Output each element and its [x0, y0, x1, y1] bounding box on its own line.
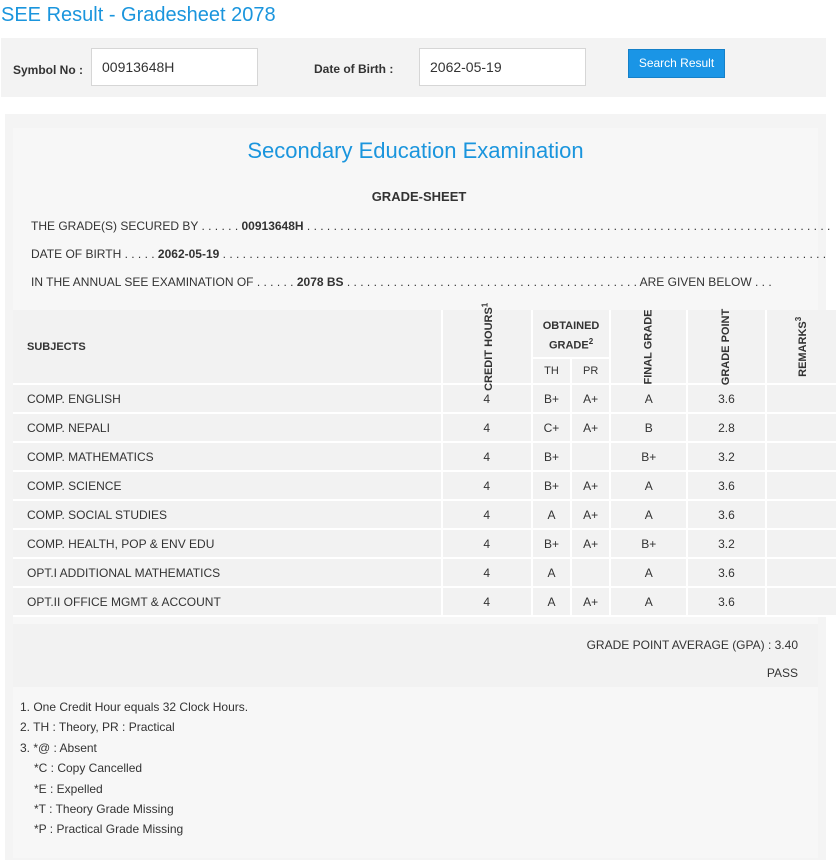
obtained-grade-header: OBTAINED GRADE$^2$	[532, 310, 610, 358]
dob-label: Date of Birth :	[314, 62, 394, 76]
grade-point-header: GRADE POINT	[687, 310, 765, 384]
subjects-header: SUBJECTS	[13, 310, 442, 384]
pr-cell: A+	[571, 471, 610, 500]
th-cell: A	[532, 500, 571, 529]
th-cell: A	[532, 558, 571, 587]
pr-cell: A+	[571, 587, 610, 616]
remarks-cell	[766, 529, 837, 558]
dots: . . . . . . . . . . . . . . . . . . . . . . . . . . . . . . . . . . . . . . . . . . . .	[346, 275, 640, 289]
final-grade-cell: A	[610, 500, 687, 529]
final-grade-cell: B	[610, 413, 687, 442]
grade-point-cell: 3.6	[687, 384, 765, 413]
notes	[20, 697, 248, 840]
dob-prefix: DATE OF BIRTH . . . . .	[31, 247, 155, 261]
credit-cell: 4	[442, 587, 532, 616]
grade-point-cell: 3.6	[687, 471, 765, 500]
final-grade-cell: A	[610, 587, 687, 616]
table-row	[13, 500, 837, 529]
subject-cell: COMP. SOCIAL STUDIES	[13, 500, 442, 529]
result-status: PASS	[766, 666, 798, 680]
exam-title: Secondary Education Examination	[247, 138, 584, 163]
page-title: SEE Result - Gradesheet 2078	[1, 4, 276, 26]
note-item: 1. One Credit Hour equals 32 Clock Hours.	[20, 700, 249, 714]
credit-cell: 4	[442, 384, 532, 413]
note-item: *C : Copy Cancelled	[34, 761, 143, 776]
remarks-cell	[766, 384, 837, 413]
gpa-text: GRADE POINT AVERAGE (GPA) : 3.40	[586, 638, 798, 652]
grade-point-cell: 3.6	[687, 558, 765, 587]
credit-cell: 4	[442, 413, 532, 442]
th-cell: B+	[532, 442, 571, 471]
remarks-cell	[766, 500, 837, 529]
remarks-cell	[766, 471, 837, 500]
th-cell: C+	[532, 413, 571, 442]
subject-cell: COMP. HEALTH, POP & ENV EDU	[13, 529, 442, 558]
secured-by-line	[31, 219, 831, 233]
secured-by-value: 00913648H	[241, 219, 304, 233]
dob-line	[31, 247, 827, 261]
grade-point-cell: 3.6	[687, 500, 765, 529]
table-row	[13, 413, 837, 442]
pr-cell: A+	[571, 384, 610, 413]
secured-by-prefix: THE GRADE(S) SECURED BY . . . . . .	[31, 219, 239, 233]
dots: . . . . . . . . . . . . . . . . . . . . . . . . . . . . . . . . . . . . . . . . . . . . . . . . . . . . . . . . . . . . . . . . . . . . . . . . . . . . . . .	[306, 219, 831, 233]
search-bar	[1, 38, 826, 97]
dob-input[interactable]	[419, 48, 586, 86]
grade-point-cell: 3.2	[687, 529, 765, 558]
pr-cell: A+	[571, 529, 610, 558]
credit-cell: 4	[442, 558, 532, 587]
th-cell: A	[532, 587, 571, 616]
pr-cell: A+	[571, 413, 610, 442]
remarks-cell	[766, 558, 837, 587]
th-cell: B+	[532, 384, 571, 413]
pr-cell	[571, 442, 610, 471]
remarks-cell	[766, 442, 837, 471]
note-item: 3. *@ : Absent	[20, 740, 97, 755]
pr-header: PR	[571, 358, 610, 384]
exam-line	[31, 275, 772, 289]
exam-suffix: ARE GIVEN BELOW . . .	[639, 275, 772, 289]
exam-value: 2078 BS	[296, 275, 344, 289]
final-grade-cell: A	[610, 471, 687, 500]
remarks-cell	[766, 413, 837, 442]
grade-point-cell: 3.2	[687, 442, 765, 471]
final-grade-cell: A	[610, 384, 687, 413]
credit-cell: 4	[442, 442, 532, 471]
grade-point-cell: 2.8	[687, 413, 765, 442]
final-grade-header: FINAL GRADE	[610, 310, 687, 384]
th-header: TH	[532, 358, 571, 384]
grades-table	[13, 302, 838, 617]
dob-value: 2062-05-19	[157, 247, 220, 261]
note-item: *P : Practical Grade Missing	[34, 822, 184, 837]
grade-sheet-title: GRADE-SHEET	[371, 189, 467, 204]
pr-cell	[571, 558, 610, 587]
subject-cell: COMP. SCIENCE	[13, 471, 442, 500]
credit-hours-header: CREDIT HOURS$^1$	[442, 310, 532, 384]
credit-cell: 4	[442, 529, 532, 558]
table-row	[13, 529, 837, 558]
final-grade-cell: B+	[610, 529, 687, 558]
note-item: *T : Theory Grade Missing	[34, 802, 174, 817]
th-cell: B+	[532, 529, 571, 558]
th-cell: B+	[532, 471, 571, 500]
credit-cell: 4	[442, 471, 532, 500]
symbol-label: Symbol No :	[13, 63, 84, 77]
subject-cell: OPT.I ADDITIONAL MATHEMATICS	[13, 558, 442, 587]
remarks-cell	[766, 587, 837, 616]
table-row	[13, 442, 837, 471]
final-grade-cell: A	[610, 558, 687, 587]
search-result-button[interactable]: Search Result	[628, 49, 725, 78]
final-grade-cell: B+	[610, 442, 687, 471]
subject-cell: COMP. ENGLISH	[13, 384, 442, 413]
table-row	[13, 471, 837, 500]
grade-point-cell: 3.6	[687, 587, 765, 616]
remarks-header: REMARKS$^3$	[766, 310, 837, 384]
credit-cell: 4	[442, 500, 532, 529]
subject-cell: COMP. MATHEMATICS	[13, 442, 442, 471]
pr-cell: A+	[571, 500, 610, 529]
exam-prefix: IN THE ANNUAL SEE EXAMINATION OF . . . . . .	[31, 275, 294, 289]
note-item: 2. TH : Theory, PR : Practical	[20, 720, 175, 735]
symbol-input[interactable]	[91, 48, 258, 86]
dots: . . . . . . . . . . . . . . . . . . . . . . . . . . . . . . . . . . . . . . . . . . . . . . . . . . . . . . . . . . . . . . . . . . . . . . . . . . . . . . . . . . . . . . . . . . .	[222, 247, 827, 261]
table-row	[13, 558, 837, 587]
subject-cell: COMP. NEPALI	[13, 413, 442, 442]
table-row	[13, 384, 837, 413]
note-item: *E : Expelled	[34, 781, 103, 796]
gpa-box	[13, 624, 818, 687]
table-row	[13, 587, 837, 616]
subject-cell: OPT.II OFFICE MGMT & ACCOUNT	[13, 587, 442, 616]
